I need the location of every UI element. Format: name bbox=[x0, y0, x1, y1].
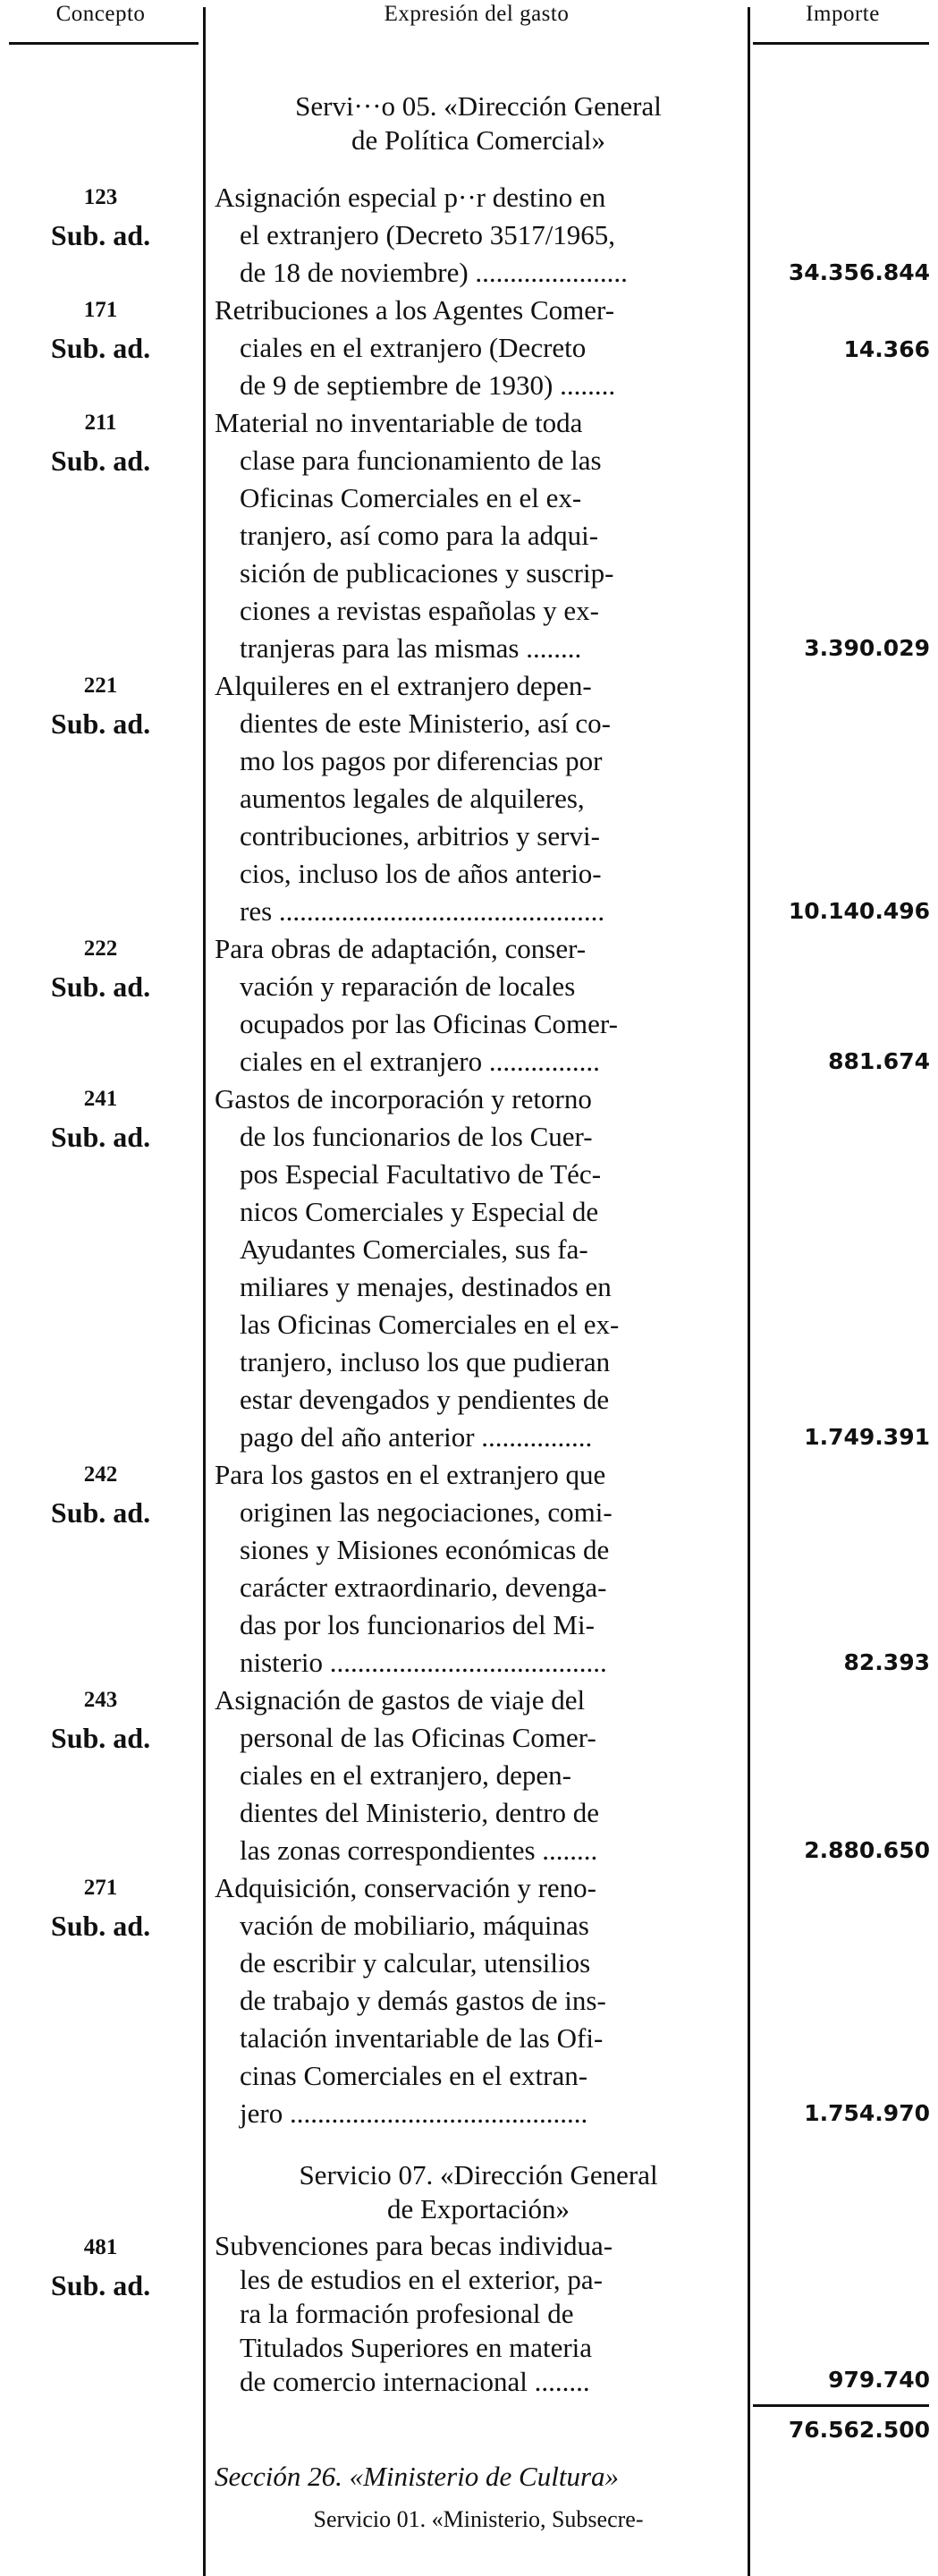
description-line: dientes de este Ministerio, así co- bbox=[240, 708, 611, 739]
entry-211-code bbox=[0, 404, 201, 479]
description-line: talación inventariable de las Ofi- bbox=[240, 2022, 604, 2054]
entry-271-description bbox=[215, 1869, 751, 2132]
entry-code-sub: Sub. ad. bbox=[50, 1496, 151, 1529]
entry-code-number: 241 bbox=[83, 1087, 118, 1111]
entry-222-amount: 881.674 bbox=[828, 1048, 930, 1074]
entry-242-amount: 82.393 bbox=[843, 1649, 930, 1675]
description-line: Retribuciones a los Agentes Comer- bbox=[215, 294, 615, 326]
header-rule-left bbox=[9, 42, 199, 45]
description-line: de 9 de septiembre de 1930) ........ bbox=[240, 369, 616, 401]
description-line: aumentos legales de alquileres, bbox=[240, 783, 585, 814]
description-line: Para los gastos en el extranjero que bbox=[215, 1459, 606, 1490]
description-line: Oficinas Comerciales en el ex- bbox=[240, 482, 582, 513]
description-line: mo los pagos por diferencias por bbox=[240, 745, 603, 776]
entry-222-code bbox=[0, 930, 201, 1005]
description-line: ciales en el extranjero ................ bbox=[240, 1046, 600, 1077]
description-line: miliares y menajes, destinados en bbox=[240, 1271, 612, 1302]
entry-221-code bbox=[0, 667, 201, 742]
entry-171-amount: 14.366 bbox=[843, 336, 930, 362]
entry-222-description bbox=[215, 930, 751, 1080]
description-line: pago del año anterior ................ bbox=[240, 1421, 593, 1453]
description-line: vación de mobiliario, máquinas bbox=[240, 1910, 589, 1941]
description-line: nisterio ........................................ bbox=[240, 1647, 607, 1678]
service-05-heading bbox=[210, 89, 747, 157]
entry-271-code bbox=[0, 1869, 201, 1945]
header-concepto: Concepto bbox=[55, 2, 146, 26]
description-line: ciales en el extranjero (Decreto bbox=[240, 332, 587, 363]
description-line: de escribir y calcular, utensilios bbox=[240, 1947, 591, 1979]
description-line: Gastos de incorporación y retorno bbox=[215, 1083, 592, 1114]
entry-code-number: 243 bbox=[83, 1688, 118, 1712]
column-rule-left bbox=[203, 7, 206, 2576]
entry-243-amount: 2.880.650 bbox=[804, 1837, 930, 1863]
description-line: carácter extraordinario, devenga- bbox=[240, 1572, 607, 1603]
description-line: cinas Comerciales en el extran- bbox=[240, 2060, 588, 2091]
entry-171-code bbox=[0, 292, 201, 367]
entry-123-amount: 34.356.844 bbox=[788, 259, 930, 285]
description-line: de comercio internacional ........ bbox=[240, 2366, 590, 2397]
entry-211-description bbox=[215, 404, 751, 667]
subtotal-rule bbox=[753, 2404, 929, 2407]
entry-241-description bbox=[215, 1080, 751, 1456]
service-05-line2: de Política Comercial» bbox=[351, 124, 606, 156]
entry-code-sub: Sub. ad. bbox=[50, 1910, 151, 1942]
description-line: estar devengados y pendientes de bbox=[240, 1384, 610, 1415]
entry-code-sub: Sub. ad. bbox=[50, 445, 151, 477]
entry-code-number: 171 bbox=[83, 298, 118, 322]
entry-code-sub: Sub. ad. bbox=[50, 970, 151, 1003]
description-line: de trabajo y demás gastos de ins- bbox=[240, 1985, 606, 2016]
entry-code-number: 123 bbox=[83, 185, 118, 209]
description-line: res ............................................... bbox=[240, 895, 605, 927]
description-line: personal de las Oficinas Comer- bbox=[240, 1722, 596, 1753]
description-line: ciales en el extranjero, depen- bbox=[240, 1759, 571, 1791]
service-01-line1: Servicio 01. «Ministerio, Subsecre- bbox=[313, 2506, 644, 2532]
description-line: Material no inventariable de toda bbox=[215, 407, 583, 438]
description-line: Titulados Superiores en materia bbox=[240, 2332, 593, 2363]
description-line: tranjero, así como para la adqui- bbox=[240, 520, 599, 551]
entry-code-number: 211 bbox=[84, 411, 117, 435]
entry-123-code bbox=[0, 179, 201, 254]
description-line: dientes del Ministerio, dentro de bbox=[240, 1797, 600, 1828]
entry-271-amount: 1.754.970 bbox=[804, 2100, 930, 2126]
description-line: las Oficinas Comerciales en el ex- bbox=[240, 1309, 620, 1340]
entry-123-description bbox=[215, 179, 751, 292]
service-01-heading bbox=[210, 2504, 747, 2535]
entry-481-code bbox=[0, 2229, 201, 2304]
description-line: ra la formación profesional de bbox=[240, 2298, 574, 2329]
description-line: cios, incluso los de años anterio- bbox=[240, 858, 602, 889]
entry-481-amount: 979.740 bbox=[828, 2367, 930, 2393]
entry-242-description bbox=[215, 1456, 751, 1682]
service-07-line1: Servicio 07. «Dirección General bbox=[299, 2159, 658, 2190]
entry-code-sub: Sub. ad. bbox=[50, 1121, 151, 1153]
entry-code-sub: Sub. ad. bbox=[50, 219, 151, 251]
service-07-line2: de Exportación» bbox=[386, 2193, 570, 2224]
entry-code-sub: Sub. ad. bbox=[50, 332, 151, 364]
entry-171-description bbox=[215, 292, 751, 404]
description-line: Asignación de gastos de viaje del bbox=[215, 1684, 586, 1716]
section-26-heading: Sección 26. «Ministerio de Cultura» bbox=[215, 2461, 620, 2492]
entry-code-number: 481 bbox=[83, 2235, 118, 2259]
subtotal-amount: 76.562.500 bbox=[788, 2417, 930, 2443]
entry-code-number: 222 bbox=[83, 936, 118, 961]
description-line: ciones a revistas españolas y ex- bbox=[240, 595, 600, 626]
description-line: das por los funcionarios del Mi- bbox=[240, 1609, 595, 1640]
description-line: vación y reparación de locales bbox=[240, 970, 576, 1002]
description-line: Subvenciones para becas individua- bbox=[215, 2230, 613, 2261]
description-line: las zonas correspondientes ........ bbox=[240, 1835, 598, 1866]
entry-242-code bbox=[0, 1456, 201, 1531]
entry-code-sub: Sub. ad. bbox=[50, 708, 151, 740]
description-line: jero ........................................... bbox=[240, 2097, 588, 2129]
description-line: de los funcionarios de los Cuer- bbox=[240, 1121, 593, 1152]
entry-243-code bbox=[0, 1682, 201, 1757]
description-line: contribuciones, arbitrios y servi- bbox=[240, 820, 600, 852]
description-line: sición de publicaciones y suscrip- bbox=[240, 557, 614, 589]
service-05-line1: Servi···o 05. «Dirección General bbox=[295, 90, 662, 122]
description-line: Para obras de adaptación, conser- bbox=[215, 933, 587, 964]
description-line: les de estudios en el exterior, pa- bbox=[240, 2264, 603, 2295]
header-rule-right bbox=[753, 42, 929, 45]
entry-code-sub: Sub. ad. bbox=[50, 2269, 151, 2301]
description-line: tranjero, incluso los que pudieran bbox=[240, 1346, 611, 1377]
description-line: el extranjero (Decreto 3517/1965, bbox=[240, 219, 616, 250]
description-line: originen las negociaciones, comi- bbox=[240, 1496, 613, 1528]
description-line: siones y Misiones económicas de bbox=[240, 1534, 610, 1565]
entry-221-amount: 10.140.496 bbox=[788, 898, 930, 924]
description-line: clase para funcionamiento de las bbox=[240, 445, 602, 476]
description-line: Adquisición, conservación y reno- bbox=[215, 1872, 596, 1903]
description-line: Asignación especial p··r destino en bbox=[215, 182, 606, 213]
description-line: tranjeras para las mismas ........ bbox=[240, 632, 582, 664]
description-line: ocupados por las Oficinas Comer- bbox=[240, 1008, 618, 1039]
description-line: Alquileres en el extranjero depen- bbox=[215, 670, 592, 701]
header-importe: Importe bbox=[806, 2, 880, 26]
entry-243-description bbox=[215, 1682, 751, 1869]
entry-code-number: 221 bbox=[83, 674, 118, 698]
description-line: nicos Comerciales y Especial de bbox=[240, 1196, 599, 1227]
entry-code-sub: Sub. ad. bbox=[50, 1722, 151, 1754]
description-line: de 18 de noviembre) ...................... bbox=[240, 257, 628, 288]
entry-211-amount: 3.390.029 bbox=[804, 635, 930, 661]
entry-code-number: 242 bbox=[83, 1462, 118, 1487]
entry-241-amount: 1.749.391 bbox=[804, 1424, 930, 1450]
entry-481-description bbox=[215, 2229, 751, 2399]
description-line: pos Especial Facultativo de Téc- bbox=[240, 1158, 602, 1190]
header-expresion: Expresión del gasto bbox=[384, 2, 570, 26]
entry-241-code bbox=[0, 1080, 201, 1156]
entry-221-description bbox=[215, 667, 751, 930]
description-line: Ayudantes Comerciales, sus fa- bbox=[240, 1233, 588, 1265]
service-07-heading bbox=[210, 2158, 747, 2226]
entry-code-number: 271 bbox=[83, 1876, 118, 1900]
